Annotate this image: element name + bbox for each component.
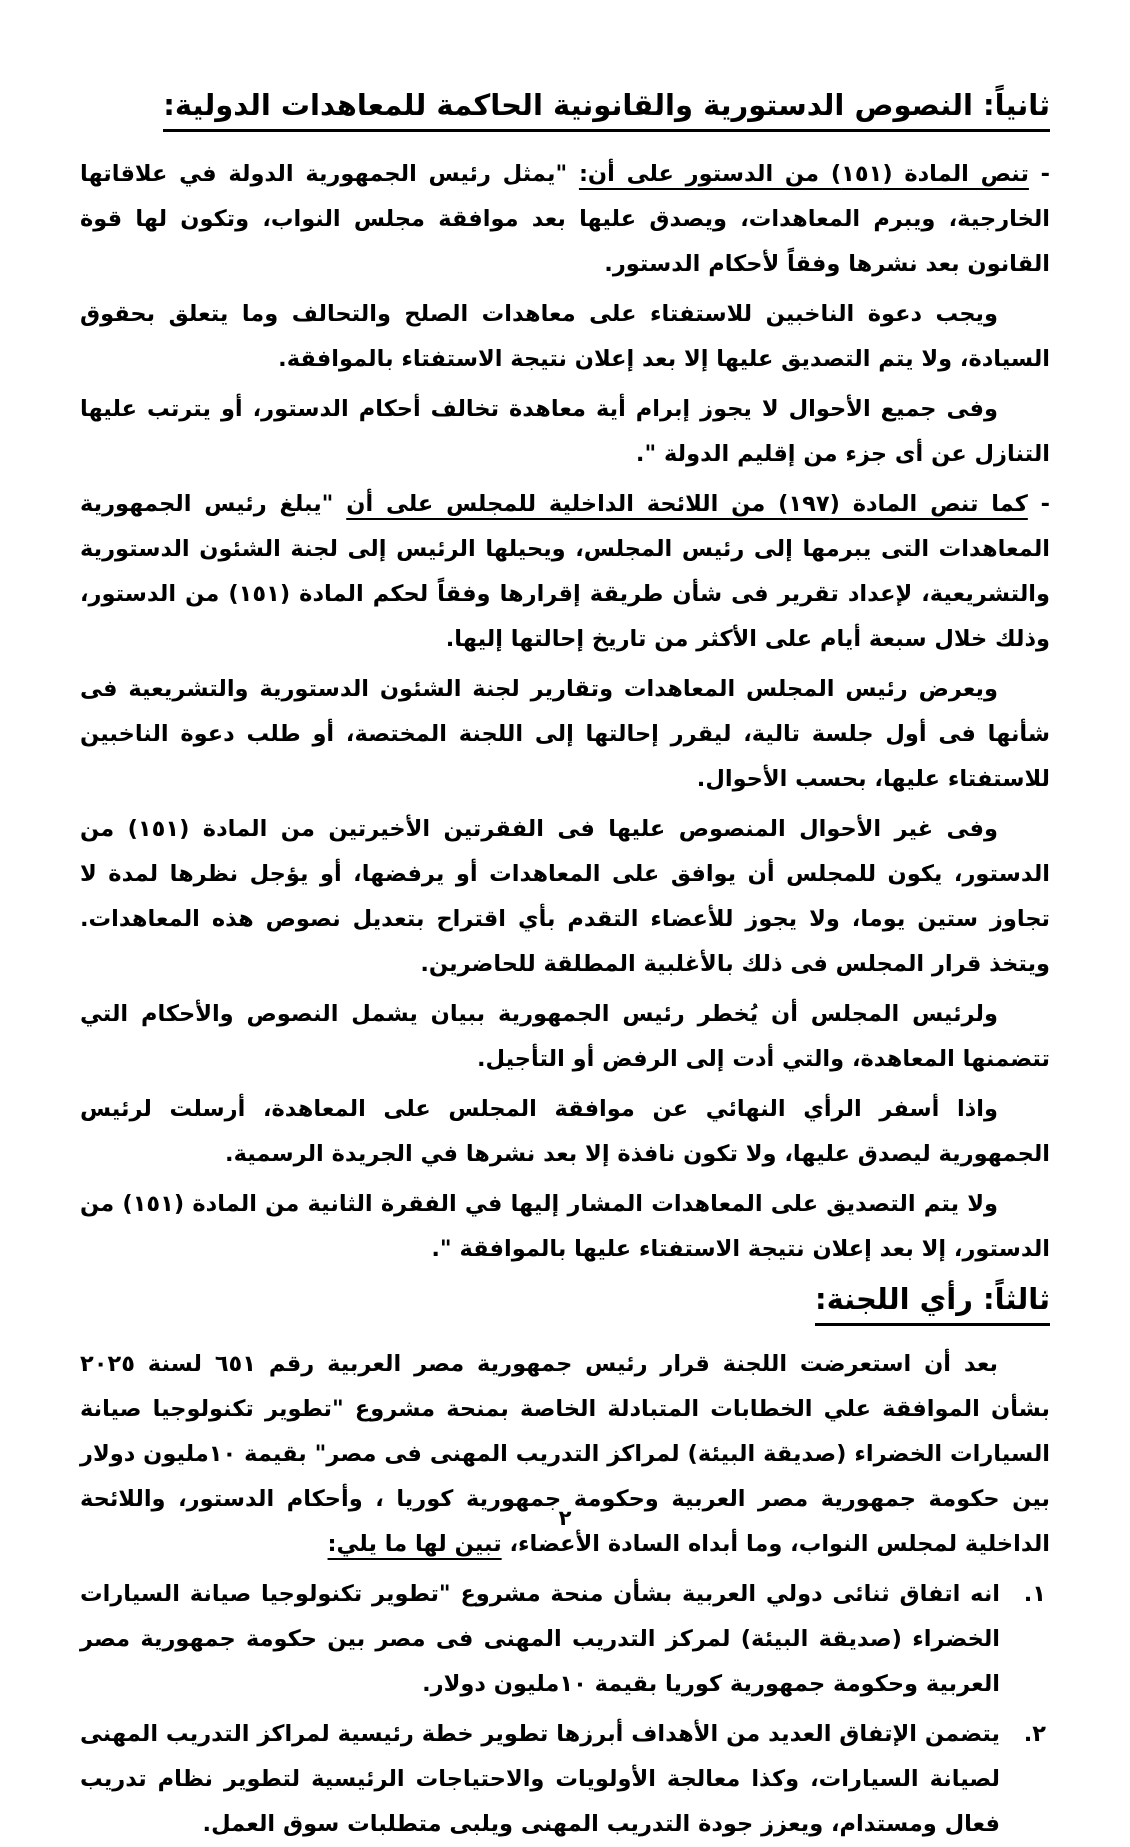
section-3-heading (80, 1282, 1050, 1326)
paragraph-speaker-notification: ولرئيس المجلس أن يُخطر رئيس الجمهورية ببيان يشمل النصوص والأحكام التي تتضمنها المعاهدة، والتي أدت إلى الرفض أو التأجيل. (80, 1001, 1050, 1072)
dash-marker: - (1027, 491, 1050, 517)
list-item (80, 1572, 1050, 1707)
committee-opinion-intro-text: بعد أن استعرضت اللجنة قرار رئيس جمهورية مصر العربية رقم ٦٥١ لسنة ٢٠٢٥ بشأن الموافقة علي الخطابات المتبادلة الخاصة بمنحة مشروع "تطوير تكنولوجيا صيانة السيارات الخضراء (صديقة البيئة) لمراكز التدريب المهنى فى مصر" بقيمة ١٠مليون دولار بين حكومة جمهورية مصر العربية وحكومة جمهورية كوريا ، وأحكام الدستور، واللائحة الداخلية لمجلس النواب، وما أبداه السادة الأعضاء، (80, 1351, 1050, 1557)
article-197-text: "يبلغ رئيس الجمهورية المعاهدات التى يبرمها إلى رئيس المجلس، ويحيلها الرئيس إلى لجنة الشئون الدستورية والتشريعية، لإعداد تقرير فى شأن طريقة إقرارها وفقاً لحكم المادة (١٥١) من الدستور، وذلك خلال سبعة أيام على الأكثر من تاريخ إحالتها إليها. (80, 491, 1050, 652)
findings-list (80, 1572, 1050, 1847)
paragraph-final-opinion: واذا أسفر الرأي النهائي عن موافقة المجلس على المعاهدة، أرسلت لرئيس الجمهورية ليصدق عليها، ولا تكون نافذة إلا بعد نشرها في الجريدة الرسمية. (80, 1096, 1050, 1167)
paragraph-speaker-presents-treaties: ويعرض رئيس المجلس المعاهدات وتقارير لجنة الشئون الدستورية والتشريعية فى شأنها فى أول جلسة تالية، ليقرر إحالتها إلى اللجنة المختصة، أو طلب دعوة الناخبين للاستفتاء عليها، بحسب الأحوال. (80, 676, 1050, 792)
page-number: ٢ (558, 1506, 572, 1530)
paragraph-referendum-duty: ويجب دعوة الناخبين للاستفتاء على معاهدات الصلح والتحالف وما يتعلق بحقوق السيادة، ولا يتم التصديق عليها إلا بعد إعلان نتيجة الاستفتاء بالموافقة. (80, 301, 1050, 372)
article-151-lead: تنص المادة (١٥١) من الدستور على أن: (578, 161, 1029, 187)
paragraph-council-approval-rules: وفى غير الأحوال المنصوص عليها فى الفقرتين الأخيرتين من المادة (١٥١) من الدستور، يكون للمجلس أن يوافق على المعاهدات أو يرفضها، أو يؤجل نظرها لمدة لا تجاوز ستين يوما، ولا يجوز للأعضاء التقدم بأي اقتراح بتعديل نصوص هذه المعاهدات. ويتخذ قرار المجلس فى ذلك بالأغلبية المطلقة للحاضرين. (80, 816, 1050, 977)
section-2-heading (80, 88, 1050, 132)
article-197-lead: كما تنص المادة (١٩٧) من اللائحة الداخلية للمجلس على أن (346, 491, 1028, 517)
list-item-text: يتضمن الإتفاق العديد من الأهداف أبرزها تطوير خطة رئيسية لمراكز التدريب المهنى لصيانة السيارات، وكذا معالجة الأولويات والاحتياجات الرئيسية لتطوير نظام تدريب فعال ومستدام، ويعزز جودة التدريب المهنى ويلبى متطلبات سوق العمل. (80, 1721, 1000, 1837)
dash-marker: - (1028, 161, 1050, 187)
list-item-number: ١. (1023, 1581, 1046, 1607)
article-151-text: "يمثل رئيس الجمهورية الدولة في علاقاتها الخارجية، ويبرم المعاهدات، ويصدق عليها بعد موافقة مجلس النواب، وتكون لها قوة القانون بعد نشرها وفقاً لأحكام الدستور. (80, 161, 1050, 277)
list-item (80, 1712, 1050, 1847)
section-3-heading-text: ثالثاً: رأي اللجنة: (815, 1282, 1050, 1326)
paragraph-article-151 (80, 152, 1050, 287)
section-2-heading-text: ثانياً: النصوص الدستورية والقانونية الحاكمة للمعاهدات الدولية: (163, 88, 1050, 132)
committee-opinion-intro (80, 1342, 1050, 1567)
paragraph-article-197 (80, 482, 1050, 662)
paragraph-ratification-after-referendum: ولا يتم التصديق على المعاهدات المشار إليها في الفقرة الثانية من المادة (١٥١) من الدستور، إلا بعد إعلان نتيجة الاستفتاء عليها بالموافقة ". (80, 1191, 1050, 1262)
committee-opinion-intro-tail: تبين لها ما يلي: (327, 1531, 502, 1557)
list-item-number: ٢. (1023, 1721, 1046, 1747)
paragraph-no-treaty-against-constitution: وفى جميع الأحوال لا يجوز إبرام أية معاهدة تخالف أحكام الدستور، أو يترتب عليها التنازل عن أى جزء من إقليم الدولة ". (80, 396, 1050, 467)
list-item-text: انه اتفاق ثنائى دولي العربية بشأن منحة مشروع "تطوير تكنولوجيا صيانة السيارات الخضراء (صديقة البيئة) لمركز التدريب المهنى فى مصر بين حكومة جمهورية مصر العربية وحكومة جمهورية كوريا بقيمة ١٠مليون دولار. (80, 1581, 1000, 1697)
